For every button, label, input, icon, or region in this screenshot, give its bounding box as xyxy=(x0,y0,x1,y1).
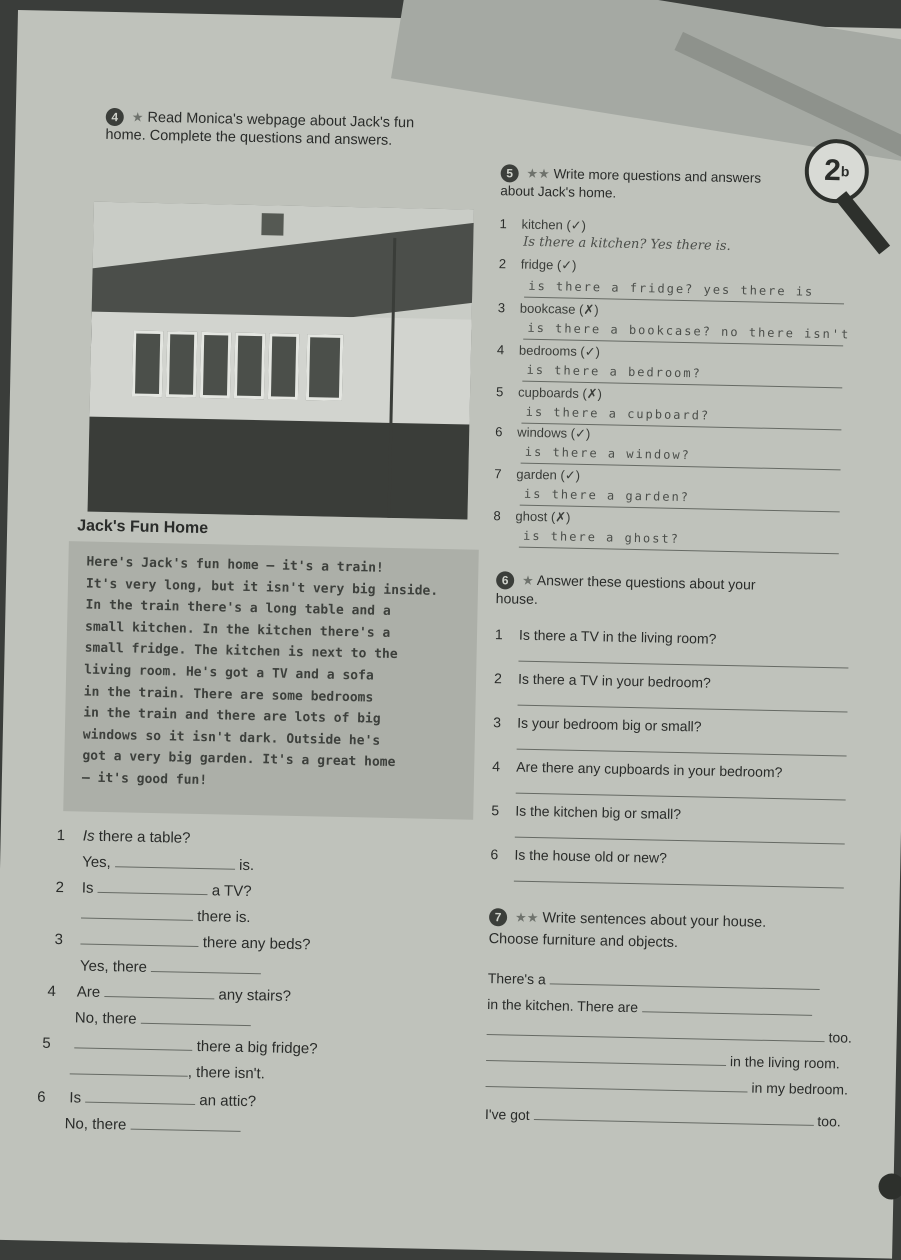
answer-blank[interactable] xyxy=(81,944,199,947)
answer-line[interactable] xyxy=(517,749,847,757)
story-line: Here's Jack's fun home – it's a train! xyxy=(86,554,384,576)
answer-line[interactable] xyxy=(518,661,848,669)
ex4-q4a: 4 Are any stairs? xyxy=(47,982,292,1005)
ex4-q2b: there is. xyxy=(81,906,251,927)
ex6-stars: ★ xyxy=(521,572,534,588)
ex4-instructions xyxy=(105,108,486,152)
story-line: in the train. There are some bedrooms xyxy=(83,684,374,706)
ex7-number: 7 xyxy=(489,908,507,926)
ex5-instructions xyxy=(500,164,811,206)
ex5-line2: about Jack's home. xyxy=(500,183,617,201)
ex5-answer[interactable]: is there a window? xyxy=(524,444,692,463)
ex7-s3: too. xyxy=(487,1022,853,1046)
ex6-q: 1 Is there a TV in the living room? xyxy=(494,626,717,647)
story-line: living room. He's got a TV and a sofa xyxy=(84,662,374,684)
ex4-q1b: Yes, is. xyxy=(81,853,255,875)
ex7-line2: Choose furniture and objects. xyxy=(488,931,679,952)
answer-blank[interactable] xyxy=(642,1011,812,1016)
ex5-item: 5 cupboards (✗) xyxy=(495,384,603,402)
ex5-number: 5 xyxy=(501,164,519,182)
ex4-number: 4 xyxy=(106,108,124,126)
answer-line[interactable] xyxy=(514,881,844,889)
ex5-line1: Write more questions and answers xyxy=(553,166,762,186)
answer-blank[interactable] xyxy=(550,983,820,990)
answer-blank[interactable] xyxy=(130,1129,240,1132)
ex4-q4b: No, there xyxy=(75,1009,251,1030)
ex5-item: 7 garden (✓) xyxy=(494,466,581,483)
ex5-item: 1 kitchen (✓) xyxy=(499,216,587,233)
story-line: small kitchen. In the kitchen there's a xyxy=(84,619,391,641)
ex7-s1: There's a xyxy=(488,970,820,993)
ex4-q3a: 3 there any beds? xyxy=(54,930,311,954)
ex5-answer[interactable]: is there a bookcase? no there isn't xyxy=(527,320,851,342)
window xyxy=(306,334,343,401)
story-line: in the train and there are lots of big xyxy=(83,705,381,727)
ex5-stars: ★★ xyxy=(526,165,550,182)
ex7-s6: I've got too. xyxy=(484,1106,841,1130)
answer-blank[interactable] xyxy=(486,1086,748,1092)
window xyxy=(200,332,231,399)
ex4-q3b: Yes, there xyxy=(80,958,261,979)
ex4-q2a: 2 Is a TV? xyxy=(55,878,252,901)
ex4-line1: Read Monica's webpage about Jack's fun xyxy=(147,109,415,132)
ex7-s4: in the living room. xyxy=(486,1048,840,1071)
ex4-q6a: 6 Is an attic? xyxy=(37,1088,257,1111)
story-line: small fridge. The kitchen is next to the xyxy=(84,640,398,663)
ex7-s2: in the kitchen. There are xyxy=(487,996,812,1019)
window xyxy=(132,330,163,397)
window xyxy=(268,333,299,400)
answer-blank[interactable] xyxy=(115,866,235,870)
unit-badge: 2 b xyxy=(804,139,869,204)
ex4-q6b: No, there xyxy=(65,1115,241,1136)
window xyxy=(234,333,265,400)
ex7-s5: in my bedroom. xyxy=(485,1074,848,1098)
ex4-q5a: 5 there a big fridge? xyxy=(42,1034,318,1058)
ex4-stars: ★ xyxy=(131,109,144,125)
ex5-item: 3 bookcase (✗) xyxy=(497,300,599,318)
answer-blank[interactable] xyxy=(98,892,208,895)
ex6-line2: house. xyxy=(495,590,538,608)
story-line: It's very long, but it isn't very big inside. xyxy=(85,576,439,599)
answer-blank[interactable] xyxy=(104,996,214,999)
answer-blank[interactable] xyxy=(487,1034,825,1042)
ex6-q: 4 Are there any cupboards in your bedroom? xyxy=(492,758,783,781)
ex7-instructions xyxy=(488,906,829,957)
answer-blank[interactable] xyxy=(533,1119,813,1126)
story-line: windows so it isn't dark. Outside he's xyxy=(82,727,381,749)
answer-blank[interactable] xyxy=(70,1073,188,1076)
answer-blank[interactable] xyxy=(74,1047,192,1050)
ex4-q5b: , there isn't. xyxy=(70,1061,265,1082)
ex6-q: 3 Is your bedroom big or small? xyxy=(493,714,702,735)
answer-line[interactable] xyxy=(518,705,848,713)
ex5-answer[interactable]: is there a ghost? xyxy=(522,528,681,546)
tree xyxy=(387,238,473,520)
answer-blank[interactable] xyxy=(81,918,193,921)
answer-line[interactable] xyxy=(516,793,846,801)
train-house-photo xyxy=(88,202,474,520)
story-line: – it's good fun! xyxy=(81,770,208,789)
ex6-q: 6 Is the house old or new? xyxy=(490,846,668,866)
answer-blank[interactable] xyxy=(151,971,261,974)
story-line: got a very big garden. It's a great home xyxy=(82,748,396,771)
ex5-item: 8 ghost (✗) xyxy=(493,508,571,525)
ex5-item: 2 fridge (✓) xyxy=(498,256,577,273)
ex5-answer[interactable]: is there a garden? xyxy=(523,486,691,505)
story-line: In the train there's a long table and a xyxy=(85,597,391,620)
magnifier-handle xyxy=(835,191,890,254)
ex4-q1a: 1 Is there a table? xyxy=(56,826,191,847)
story-text xyxy=(82,552,477,798)
ex7-stars: ★★ xyxy=(514,909,539,926)
ex6-q: 2 Is there a TV in your bedroom? xyxy=(493,670,711,691)
ex5-answer[interactable]: is there a fridge? yes there is xyxy=(528,278,815,299)
answer-line[interactable] xyxy=(515,837,845,845)
answer-blank[interactable] xyxy=(85,1102,195,1105)
ex6-number: 6 xyxy=(496,571,514,589)
chimney xyxy=(261,213,283,235)
workbook-page xyxy=(0,10,901,1259)
photo-caption: Jack's Fun Home xyxy=(77,517,209,538)
ex6-line1: Answer these questions about your xyxy=(536,571,756,593)
page-corner-dot xyxy=(878,1173,901,1200)
window xyxy=(166,331,197,398)
ex5-answer: Is there a kitchen? Yes there is. xyxy=(523,234,731,254)
ex4-line2: home. Complete the questions and answers. xyxy=(105,126,393,149)
ex6-q: 5 Is the kitchen big or small? xyxy=(491,802,682,823)
ex5-answer[interactable]: is there a cupboard? xyxy=(525,404,711,423)
answer-blank[interactable] xyxy=(141,1023,251,1026)
ex6-instructions xyxy=(496,570,827,614)
ex7-line1: Write sentences about your house. xyxy=(542,910,767,931)
answer-blank[interactable] xyxy=(486,1060,726,1066)
ex5-answer[interactable]: is there a bedroom? xyxy=(526,362,702,381)
ex5-item: 4 bedrooms (✓) xyxy=(496,342,601,360)
ex5-item: 6 windows (✓) xyxy=(495,424,591,442)
